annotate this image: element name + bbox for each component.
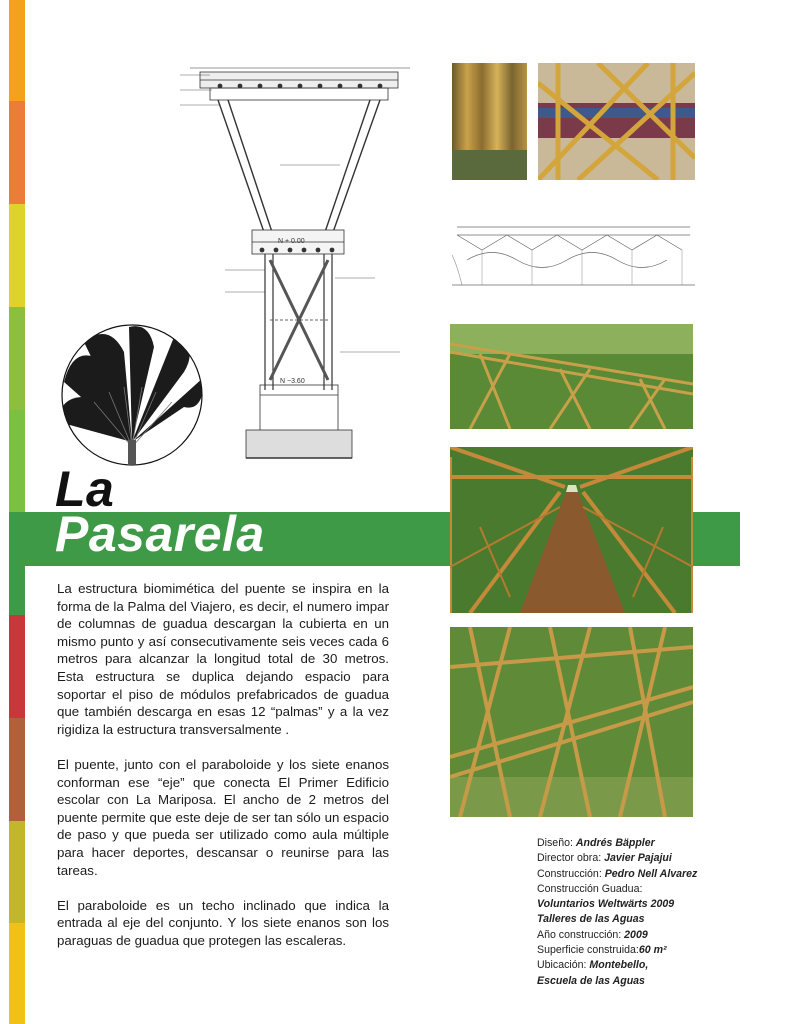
stripe-segment xyxy=(9,101,25,204)
paragraph: El paraboloide es un techo inclinado que indica la entrada al eje del conjunto. Y los siete enanos son los paraguas de guadua que protegen las escaleras. xyxy=(57,897,389,948)
credit-label: Año construcción: xyxy=(537,928,625,941)
stripe-segment xyxy=(9,923,25,1024)
credit-value: Talleres de las Aguas xyxy=(537,913,645,926)
project-credits xyxy=(537,836,737,989)
credit-label: Ubicación: xyxy=(537,959,590,972)
bridge-exterior-graphic xyxy=(450,324,693,429)
credit-value: Montebello, xyxy=(589,959,649,972)
credit-construccion xyxy=(537,867,737,882)
level-bottom-label: N −3.60 xyxy=(280,378,305,385)
photo-bridge-exterior xyxy=(450,324,693,429)
travelers-palm-illustration xyxy=(54,322,210,468)
photo-roof-interior xyxy=(538,63,695,180)
credit-guadua-value xyxy=(537,912,737,927)
credit-director xyxy=(537,851,737,866)
article-body xyxy=(57,580,389,967)
credit-label: Superficie construida: xyxy=(537,944,639,957)
credit-label: Construcción: xyxy=(537,867,605,880)
credit-value: Andrés Bäppler xyxy=(575,837,655,849)
credit-anio xyxy=(537,928,737,943)
stripe-segment xyxy=(9,0,25,101)
page-title: Pasarela xyxy=(55,506,265,562)
photo-bamboo-columns xyxy=(452,63,527,180)
credit-value: 60 m² xyxy=(638,944,667,957)
photo-bridge-deck xyxy=(450,447,693,613)
stripe-segment xyxy=(9,821,25,923)
stripe-segment xyxy=(9,410,25,512)
stripe-segment xyxy=(9,718,25,821)
credit-guadua-value xyxy=(537,897,737,912)
stripe-segment xyxy=(9,615,25,718)
paragraph: El puente, junto con el paraboloide y los siete enanos conforman ese “eje” que conecta El Primer Edificio escolar con La Mariposa. El ancho de 2 metros del puente permite que este deje de ser tan sólo un espacio de paso y que pueda ser utilizado como aula múltiple para hacer deportes, descansar o reunirse para las tareas. xyxy=(57,756,389,878)
roof-interior-graphic xyxy=(538,63,695,180)
credit-ubicacion xyxy=(537,958,737,973)
bridge-deck-graphic xyxy=(450,447,693,613)
credit-diseno xyxy=(537,836,737,851)
stripe-segment xyxy=(9,307,25,410)
credit-label: Director obra: xyxy=(537,852,605,865)
credit-value: Escuela de las Aguas xyxy=(537,974,645,987)
bridge-side-graphic xyxy=(450,627,693,817)
credit-value: Voluntarios Weltwärts 2009 xyxy=(537,898,675,911)
credit-value: Pedro Nell Alvarez xyxy=(604,867,698,880)
elevation-sketch xyxy=(452,205,695,300)
credit-guadua-label: Construcción Guadua: xyxy=(537,882,643,895)
credit-label: Diseño: xyxy=(537,837,576,849)
photo-bridge-side xyxy=(450,627,693,817)
stripe-segment xyxy=(9,204,25,307)
paragraph: La estructura biomimética del puente se inspira en la forma de la Palma del Viajero, es decir, el numero impar de columnas de guadua descargan la cubierta en un mismo punto y así consecutivamente seis veces cada 6 metros para alcanzar la longitud total de 30 metros. Esta estructura se duplica dejando espacio para soportar el piso de módulos prefabricados de guadua que también descarga en esas 12 “palmas” y a la vez rigidiza la estructura transversalmente . xyxy=(57,581,389,737)
credit-value: Javier Pajajui xyxy=(604,852,672,865)
credit-ubicacion-2 xyxy=(537,974,737,989)
elevation-sketch-graphic xyxy=(452,205,695,300)
credit-superficie xyxy=(537,943,737,958)
credit-value: 2009 xyxy=(624,928,648,941)
level-top-label: N + 0.00 xyxy=(278,238,305,245)
title-line-1: La xyxy=(55,461,115,517)
